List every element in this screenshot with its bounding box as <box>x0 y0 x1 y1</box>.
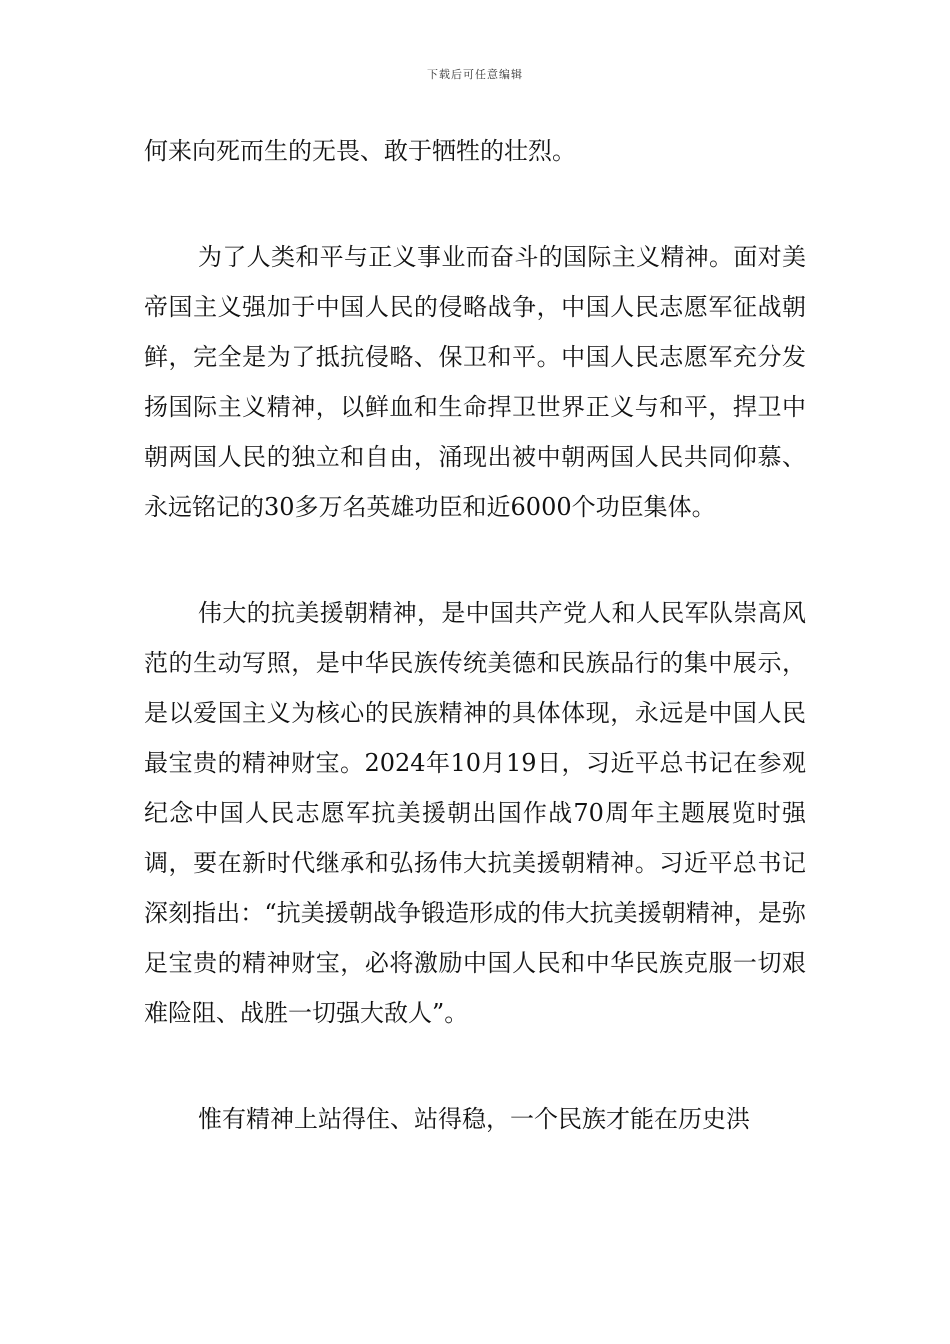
paragraph-gap <box>144 176 806 232</box>
paragraph-4: 惟有精神上站得住、站得稳，一个民族才能在历史洪 <box>198 1105 750 1133</box>
page-header-note: 下载后可任意编辑 <box>427 68 523 81</box>
document-body <box>144 126 806 1144</box>
paragraph-2: 为了人类和平与正义事业而奋斗的国际主义精神。面对美帝国主义强加于中国人民的侵略战争，中国人民志愿军征战朝鲜，完全是为了抵抗侵略、保卫和平。中国人民志愿军充分发扬国际主义精神，以鲜血和生命捍卫世界正义与和平，捍卫中朝两国人民的独立和自由，涌现出被中朝两国人民共同仰慕、永远铭记的30多万名英雄功臣和近6000个功臣集体。 <box>144 243 806 521</box>
paragraph-3: 伟大的抗美援朝精神，是中国共产党人和人民军队崇高风范的生动写照，是中华民族传统美德和民族品行的集中展示，是以爱国主义为核心的民族精神的具体体现，永远是中国人民最宝贵的精神财宝。2024年10月19日，习近平总书记在参观纪念中国人民志愿军抗美援朝出国作战70周年主题展览时强调，要在新时代继承和弘扬伟大抗美援朝精神。习近平总书记深刻指出：“抗美援朝战争锻造形成的伟大抗美援朝精神，是弥足宝贵的精神财宝，必将激励中国人民和中华民族克服一切艰难险阻、战胜一切强大敌人”。 <box>144 599 806 1027</box>
paragraph-gap <box>144 532 806 588</box>
paragraph-gap <box>144 1038 806 1094</box>
paragraph-1: 何来向死而生的无畏、敢于牺牲的壮烈。 <box>144 137 576 165</box>
